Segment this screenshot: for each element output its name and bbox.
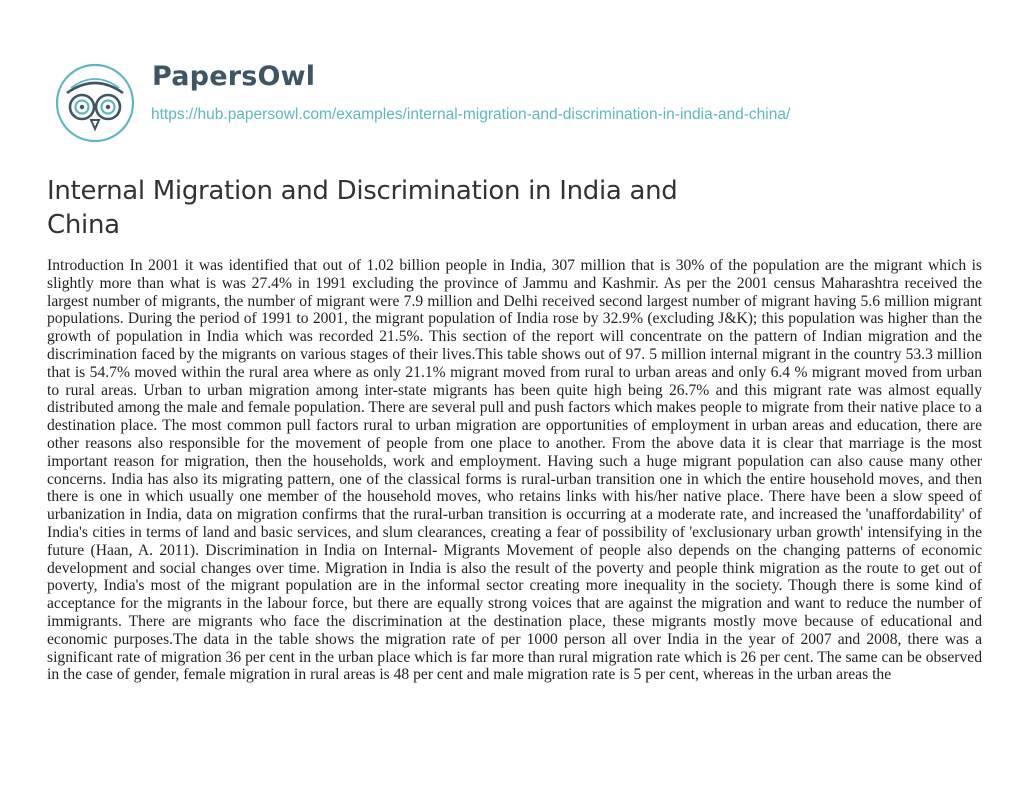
page-title: Internal Migration and Discrimination in India and China [47,176,678,240]
essay-body: Introduction In 2001 it was identified that out of 1.02 billion people in India, 307 million that is 30% of the population are the migrant which is slightly more than what is was 27.4% in 1991 excluding the province of Jammu and Kashmir. As per the 2001 census Maharashtra received the largest number of migrants, the number of migrant were 7.9 million and Delhi received second largest number of migrant having 5.6 million migrant populations. During the period of 1991 to 2001, the migrant population of India rose by 32.9% (excluding J&K); this population was higher than the growth of population in India which was recorded 21.5%. This section of the report will concentrate on the pattern of Indian migration and the discrimination faced by the migrants on various stages of their lives.This table shows out of 97. 5 million internal migrant in the country 53.3 million that is 54.7% moved within the rural area where as only 21.1% migrant moved from rural to urban areas and only 6.4 % migrant moved from urban to rural areas. Urban to urban migration among inter-state migrants has been quite high being 26.7% and this migrant rate was almost equally distributed among the male and female population. There are several pull and push factors which makes people to migrate from their native place to a destination place. The most common pull factors rural to urban migration are opportunities of employment in urban areas and education, there are other reasons also responsible for the movement of people from one place to another. From the above data it is clear that marriage is the most important reason for migration, then the households, work and employment. Having such a huge migrant population can also cause many other concerns. India has also its migrating pattern, one of the classical forms is rural-urban transition one in which the entire household moves, and then there is one in which usually one member of the household moves, who retains links with his/her native place. There have been a slow speed of urbanization in India, data on migration confirms that the rural-urban transition is occurring at a moderate rate, and increased the 'unaffordability' of India's cities in terms of land and basic services, and slum clearances, creating a fear of possibility of 'exclusionary urban growth' intensifying in the future (Haan, A. 2011). Discrimination in India on Internal- Migrants Movement of people also depends on the changing patterns of economic development and social changes over time. Migration in India is also the result of the poverty and people think migration as the route to get out of poverty, India's most of the migrant population are in the informal sector creating more inequality in the society. Though there is some kind of acceptance for the migrants in the labour force, but there are equally strong voices that are against the migration and want to reduce the number of immigrants. There are migrants who face the discrimination at the destination place, these migrants mostly move because of educational and economic purposes.The data in the table shows the migration rate of per 1000 person all over India in the year of 2007 and 2008, there was a significant rate of migration 36 per cent in the urban place which is far more than rural migration rate which is 26 per cent. The same can be observed in the case of gender, female migration in rural areas is 48 per cent and male migration rate is 5 per cent, whereas in the urban areas the [47,257,982,684]
owl-logo-icon [47,63,143,143]
brand-name: PapersOwl [152,61,316,92]
site-header [47,63,1007,143]
source-url[interactable]: https://hub.papersowl.com/examples/internal-migration-and-discrimination-in-india-and-china/ [151,106,791,123]
